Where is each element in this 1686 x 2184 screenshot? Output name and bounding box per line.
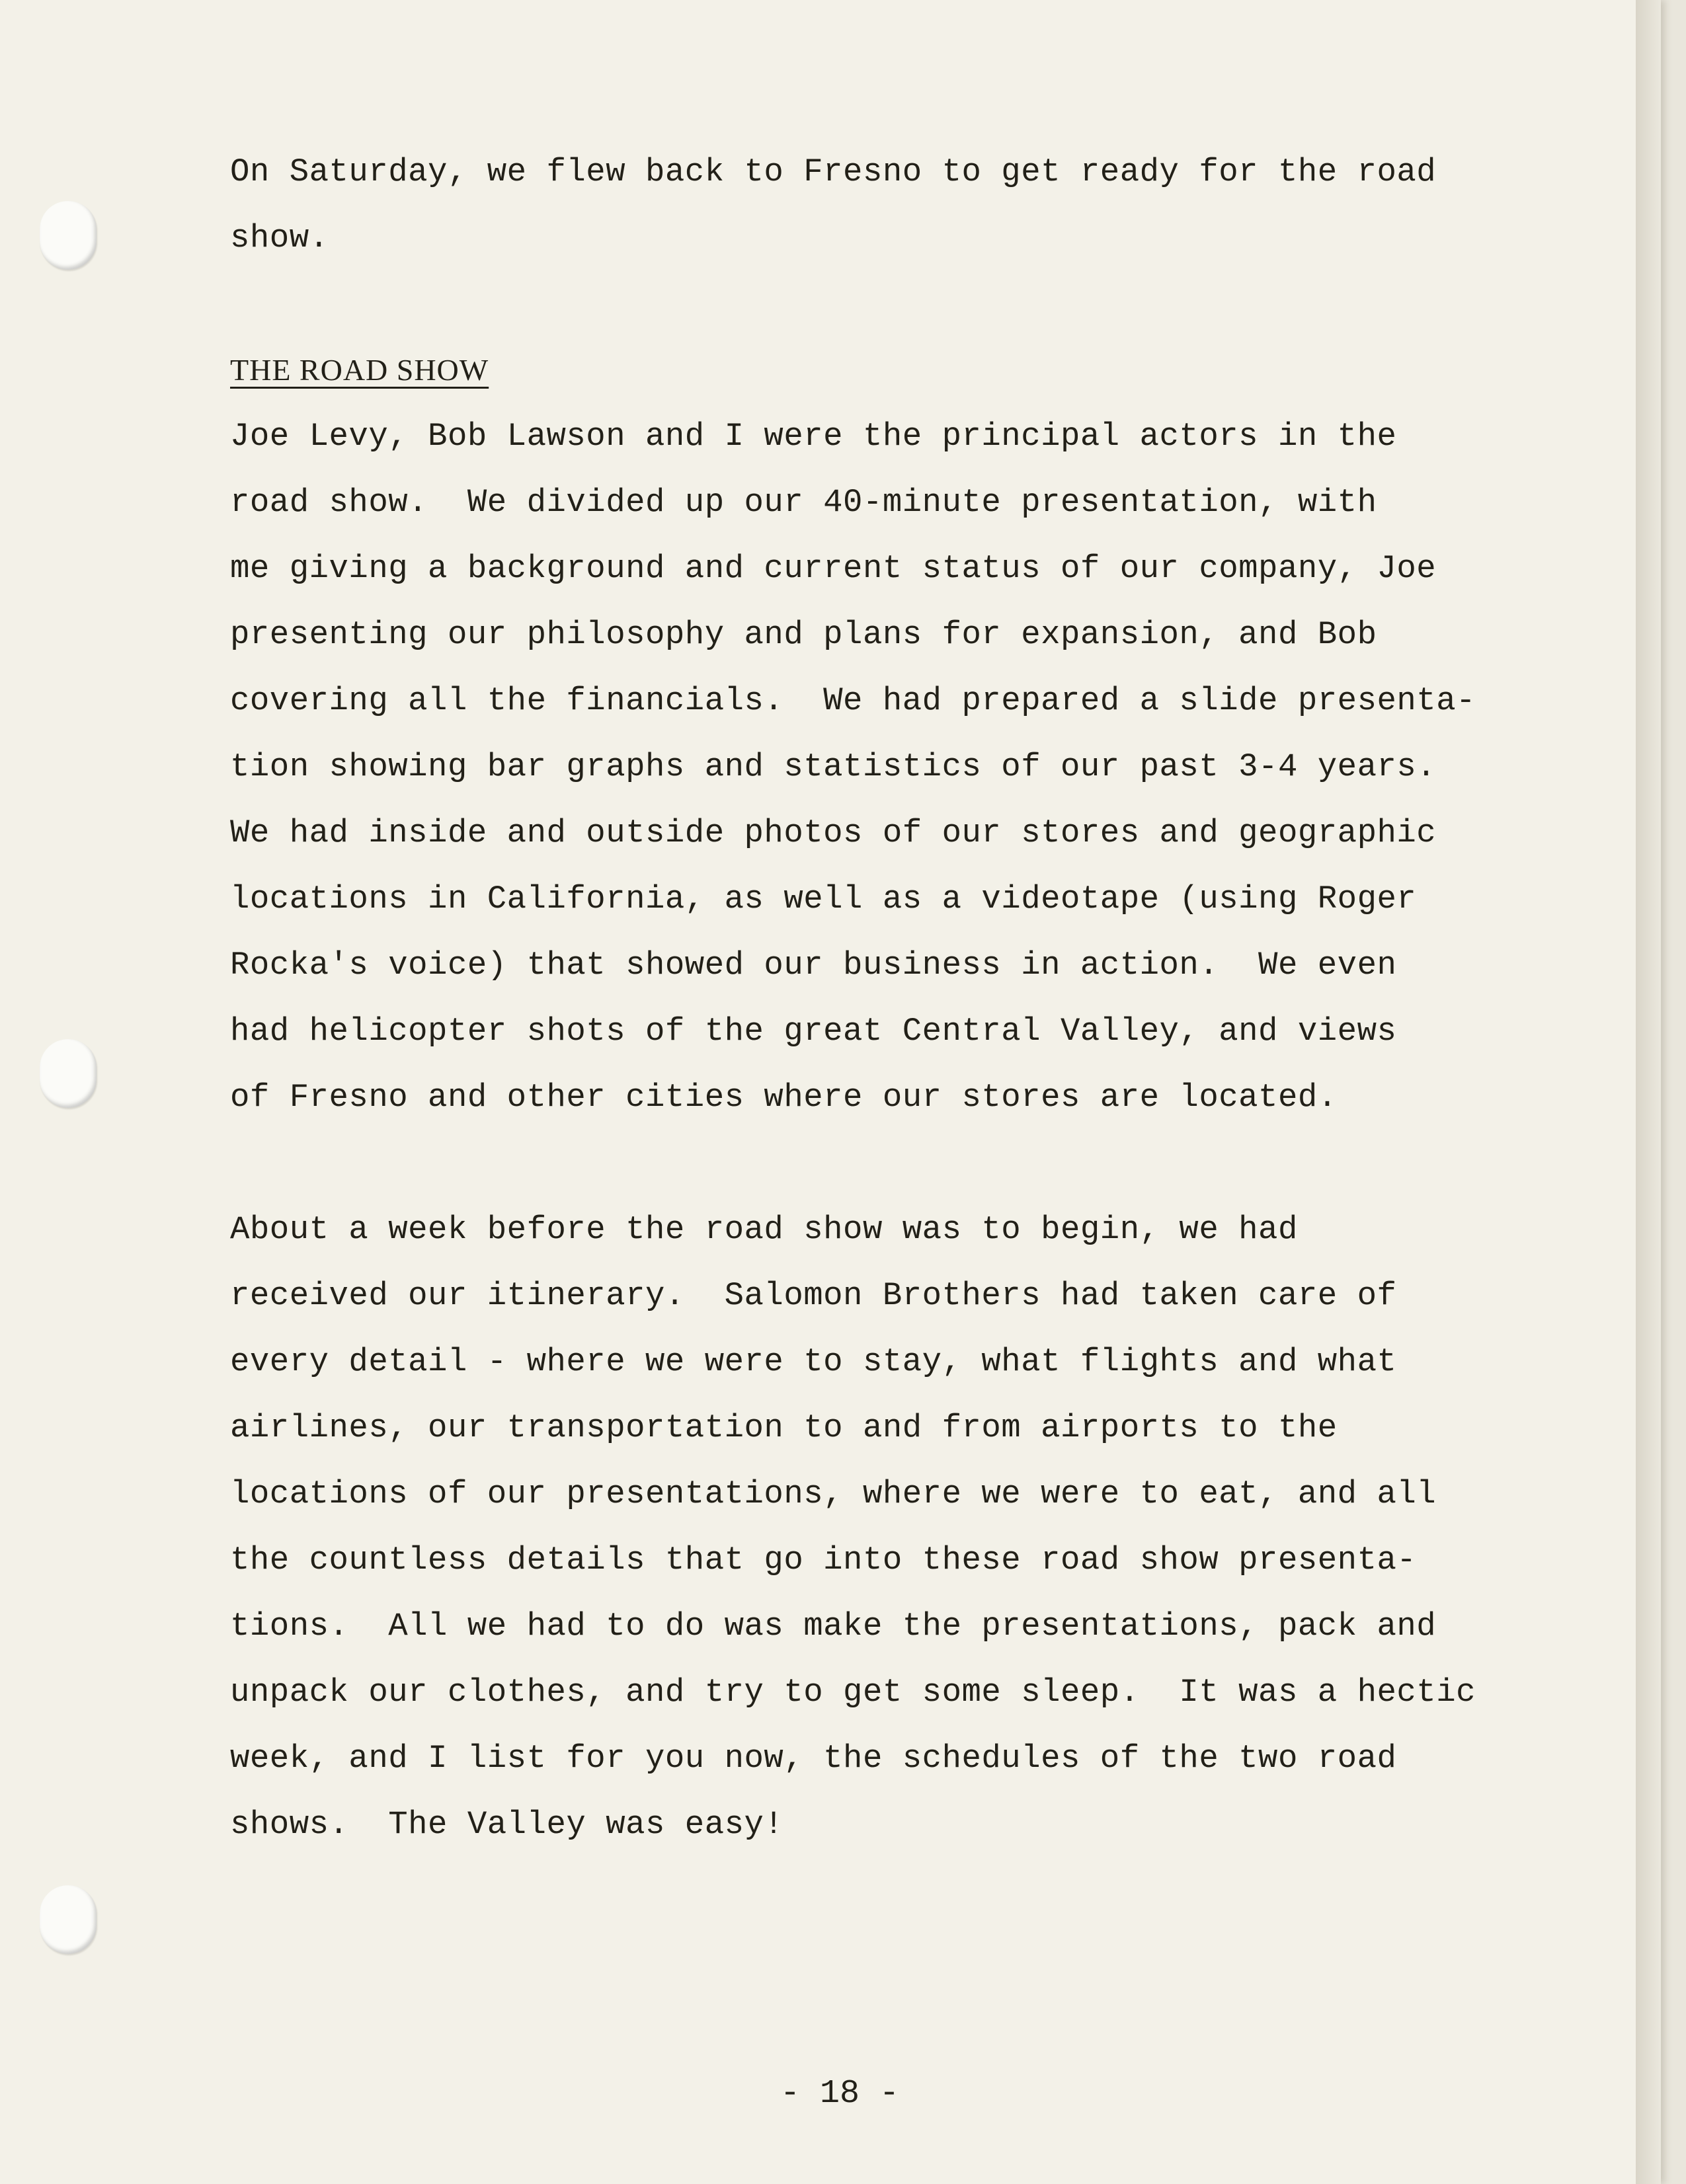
paragraph-line: unpack our clothes, and try to get some sleep. It was a hectic	[230, 1674, 1476, 1711]
binder-hole-middle	[40, 1039, 97, 1108]
paragraph-line: the countless details that go into these road show presenta-	[230, 1541, 1417, 1579]
paragraph-line: About a week before the road show was to begin, we had	[230, 1211, 1298, 1248]
page-edge	[1636, 0, 1661, 2184]
paragraph-line: shows. The Valley was easy!	[230, 1806, 784, 1843]
paragraph-line: We had inside and outside photos of our stores and geographic	[230, 814, 1437, 851]
paragraph-line: On Saturday, we flew back to Fresno to get ready for the road	[230, 153, 1437, 190]
paragraph-line: tion showing bar graphs and statistics of our past 3-4 years.	[230, 748, 1437, 785]
paragraph-line: presenting our philosophy and plans for expansion, and Bob	[230, 616, 1377, 653]
binder-hole-bottom	[40, 1885, 97, 1954]
paragraph-line: covering all the financials. We had prepared a slide presenta-	[230, 682, 1476, 719]
paragraph-line: every detail - where we were to stay, what flights and what	[230, 1343, 1397, 1380]
paragraph-line: Joe Levy, Bob Lawson and I were the principal actors in the	[230, 418, 1397, 455]
paragraph-line: road show. We divided up our 40-minute presentation, with	[230, 484, 1377, 521]
section-heading: THE ROAD SHOW	[230, 353, 489, 387]
paragraph-line: Rocka's voice) that showed our business in action. We even	[230, 947, 1397, 984]
paragraph-line: of Fresno and other cities where our stores are located.	[230, 1079, 1338, 1116]
paragraph-line: locations in California, as well as a videotape (using Roger	[230, 880, 1417, 917]
paragraph-line: had helicopter shots of the great Central Valley, and views	[230, 1013, 1397, 1050]
paragraph-line: received our itinerary. Salomon Brothers had taken care of	[230, 1277, 1397, 1314]
paragraph-line: me giving a background and current status of our company, Joe	[230, 550, 1437, 587]
page-number: - 18 -	[780, 2075, 900, 2113]
paragraph-line: airlines, our transportation to and from airports to the	[230, 1409, 1338, 1446]
binder-hole-top	[40, 201, 97, 270]
paragraph-line: show.	[230, 219, 329, 256]
paragraph-line: week, and I list for you now, the schedules of the two road	[230, 1740, 1397, 1777]
paragraph-line: locations of our presentations, where we were to eat, and all	[230, 1475, 1437, 1512]
paragraph-line: tions. All we had to do was make the presentations, pack and	[230, 1608, 1437, 1645]
